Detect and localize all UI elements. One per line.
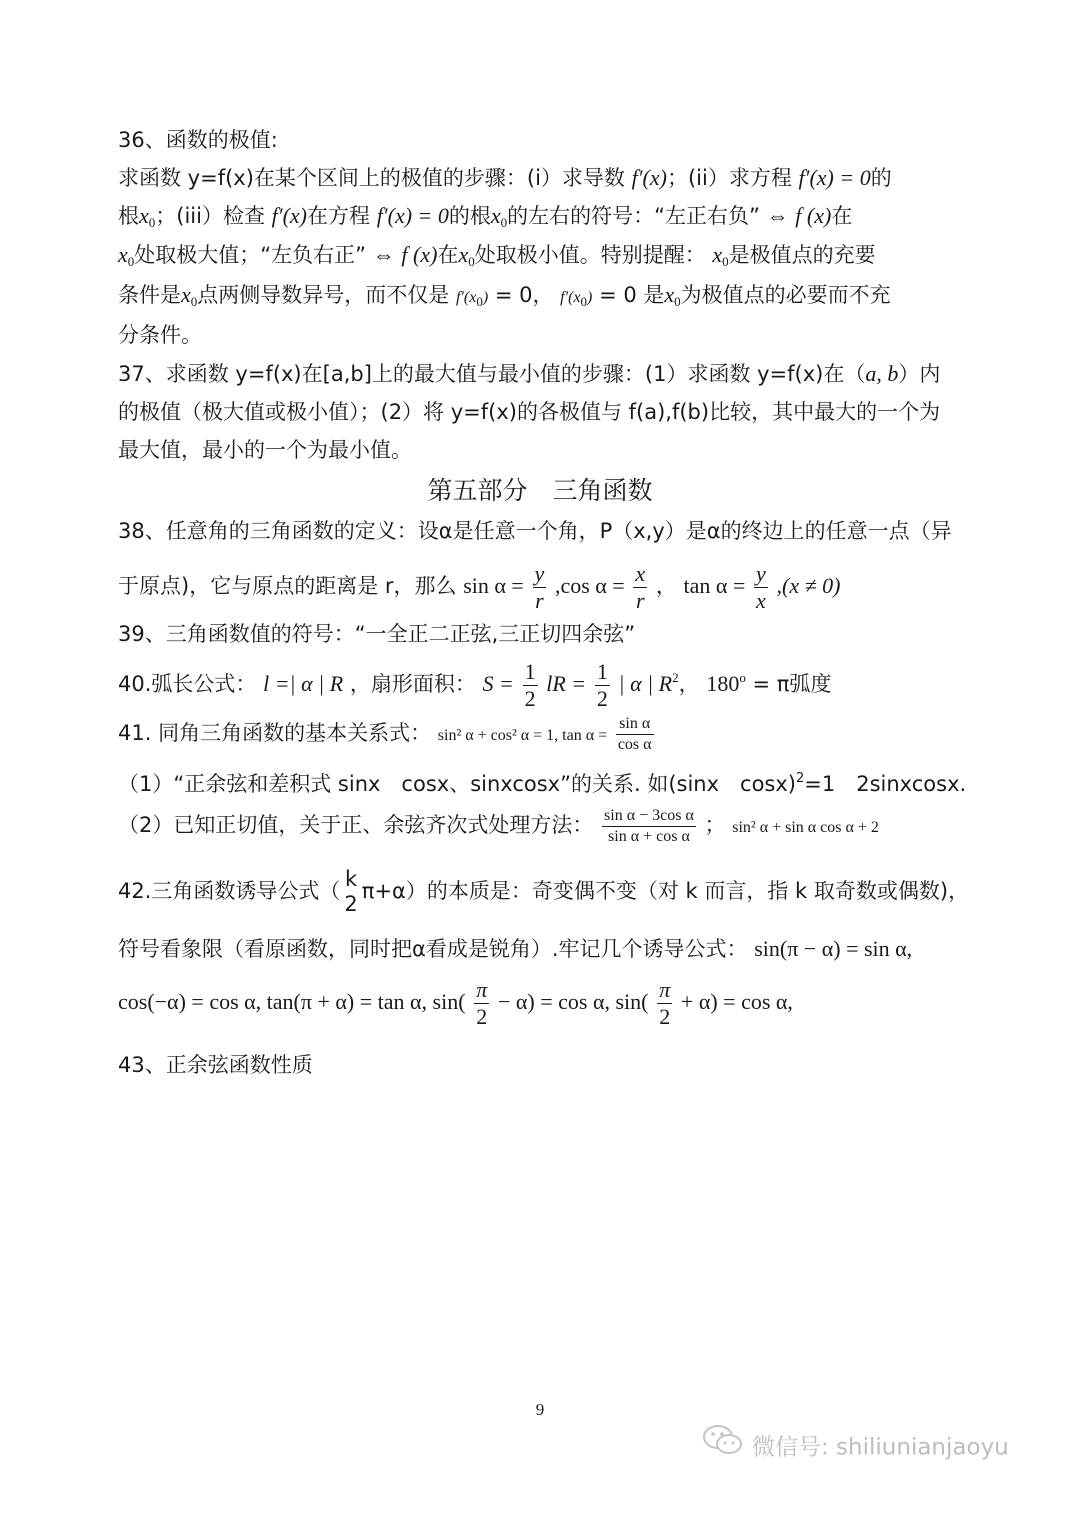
item-43: 43、正余弦函数性质 bbox=[118, 1053, 313, 1077]
item-36-heading: 36、函数的极值: bbox=[118, 128, 278, 152]
item-38-line-2: 于原点)，它与原点的距离是 r，那么 sin α = $\frac{y}{r}$ ,cos α = $\frac{x}{r}$ ， tan α = $\frac{y}{x}$ ,(x ≠ 0) bbox=[118, 560, 841, 613]
item-36-line-4: 条件是$x_0$点两侧导数异号，而不仅是 $f'(x_0) = 0$， $f'(x_0) = 0$ 是$x_0$为极值点的必要而不充 bbox=[118, 282, 891, 309]
item-37-line-3: 最大值，最小的一个为最小值。 bbox=[118, 438, 412, 462]
item-41: 41. 同角三角函数的基本关系式： sin² α + cos² α = 1, tan α = $\frac{\text{sin α}}{\text{cos α}}$ bbox=[118, 714, 652, 753]
item-37-line-2: 的极值（极大值或极小值）；(2）将 y=f(x)的各极值与 f(a),f(b)比较，其中最大的一个为 bbox=[118, 400, 941, 424]
page-number: 9 bbox=[535, 1400, 545, 1419]
item-37-line-1: 37、求函数 y=f(x)在[a,b]上的最大值与最小值的步骤：(1）求函数 y=f(x)在（a, b）内 bbox=[118, 361, 941, 386]
item-36-line-2: 根$x_0$；(iii）检查 f′(x)在方程 f′(x) = 0的根$x_0$的左右的符号：“左正右负” ⇔ f (x)在 bbox=[118, 203, 853, 230]
watermark-text: 微信号: shiliunianjaoyu bbox=[752, 1434, 1009, 1461]
section-title: 第五部分 三角函数 bbox=[427, 476, 653, 505]
item-42-line-1: 42.三角函数诱导公式（ k 2 π+α）的本质是：奇变偶不变（对 k 而言，指 k 取奇数或偶数)， bbox=[118, 867, 970, 916]
item-41-point-1: （1）“正余弦和差积式 sinx cosx、sinxcosx”的关系. 如(sinx cosx)$^2$=1 2sinxcosx. bbox=[118, 771, 967, 796]
item-42-line-3: cos(−α) = cos α, tan(π + α) = tan α, sin( $\frac{\pi}{2}$ − α) = cos α, sin( $\frac{\pi}{2}$ + α) = cos α, bbox=[118, 976, 793, 1029]
item-36-line-1: 求函数 y=f(x)在某个区间上的极值的步骤：(i）求导数 f′(x)；(ii）求方程 f′(x) = 0的 bbox=[118, 165, 892, 190]
item-38-line-1: 38、任意角的三角函数的定义：设α是任意一个角，P（x,y）是α的终边上的任意一点（异 bbox=[118, 519, 952, 543]
item-40: 40.弧长公式： l =| α | R ，扇形面积： S = $\frac{1}{2}$ lR = $\frac{1}{2}$ | α | $R^2$， $180^o = \pi$弧度 bbox=[118, 658, 832, 711]
item-36-line-5: 分条件。 bbox=[118, 323, 202, 347]
item-36-line-3: $x_0$处取极大值；“左负右正” ⇔ f (x)在$x_0$处取极小值。特别提醒： $x_0$是极值点的充要 bbox=[118, 242, 876, 269]
wechat-icon bbox=[702, 1423, 744, 1473]
item-42-line-2: 符号看象限（看原函数，同时把α看成是锐角）.牢记几个诱导公式： sin(π − α) = sin α, bbox=[118, 936, 913, 961]
item-41-point-2: （2）已知正切值，关于正、余弦齐次式处理方法： $\frac{\text{sin α − 3cos α}}{\text{sin α + cos α}}$ ； sin² α + sin α cos α + 2 bbox=[118, 806, 879, 845]
item-39: 39、三角函数值的符号：“一全正二正弦,三正切四余弦” bbox=[118, 622, 636, 646]
watermark bbox=[702, 1423, 1062, 1469]
